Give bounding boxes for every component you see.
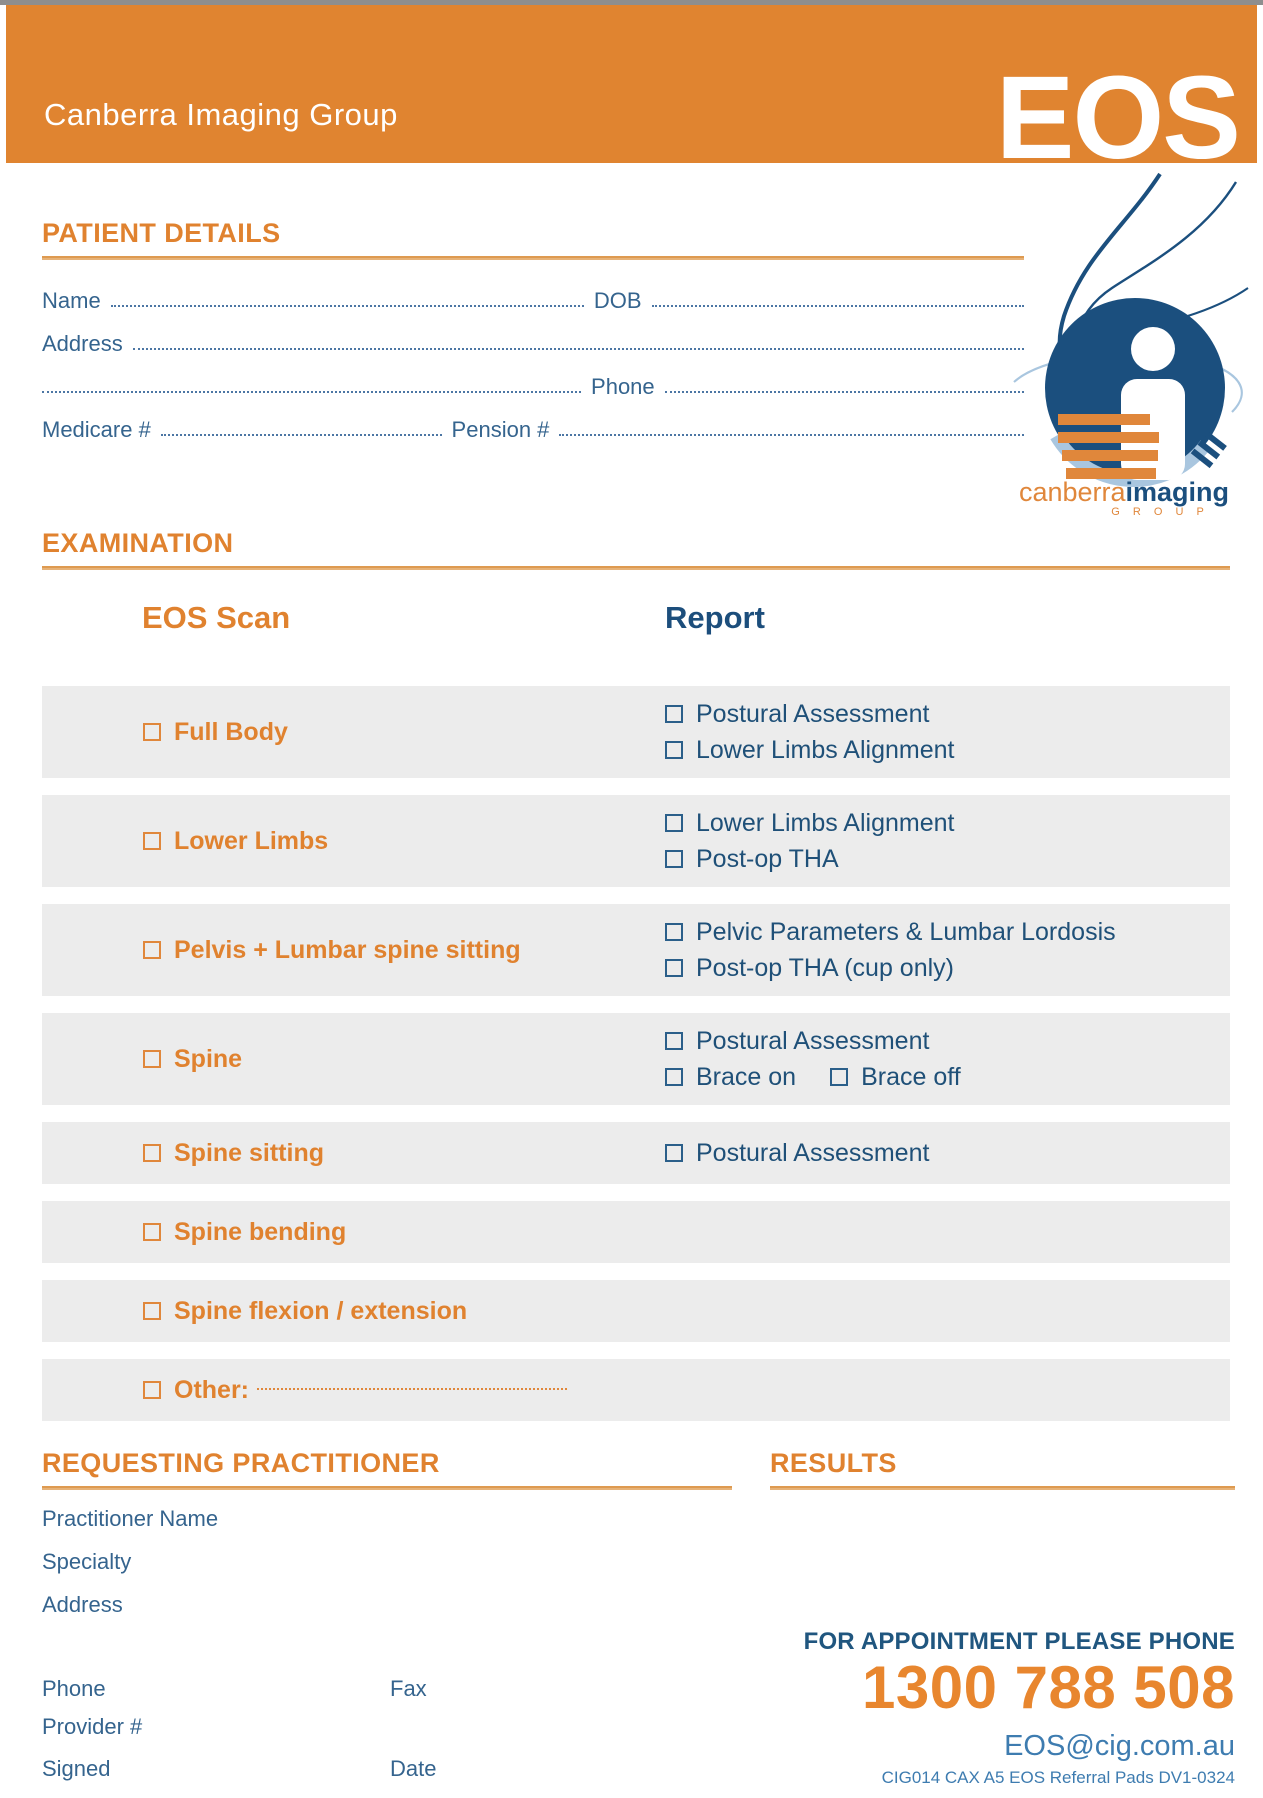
checkbox-other[interactable] [143,1381,161,1399]
logo-word-canberra: canberra [1018,477,1126,507]
patient-medicare-row [42,399,1024,442]
scan-label: Full Body [174,717,288,746]
patient-details-rule [42,256,1024,260]
patient-phone-row [42,356,1024,399]
practitioner-name-label: Practitioner Name [42,1506,219,1531]
examination-column-headers [42,600,1230,636]
signed-label: Signed [42,1756,111,1781]
scan-label: Spine [174,1044,243,1073]
requesting-practitioner-title: REQUESTING PRACTITIONER [42,1448,440,1478]
report-label: Postural Assessment [696,699,930,728]
header-banner [6,5,1257,184]
scan-label: Lower Limbs [174,826,329,855]
name-field[interactable] [111,305,584,307]
requesting-practitioner-rule [42,1486,732,1490]
requesting-practitioner-section [42,1448,732,1490]
logo-word-group: G R O U P [1111,506,1209,516]
canberra-imaging-logo [1000,168,1256,516]
exam-row-spine [42,1013,1230,1105]
address-field-line2[interactable] [42,391,581,393]
scan-label: Pelvis + Lumbar spine sitting [174,935,521,964]
appointment-phone-number: 1300 788 508 [861,1654,1235,1721]
checkbox-lower-limbs-alignment[interactable] [665,741,683,759]
results-section [770,1448,1235,1490]
specialty-label: Specialty [42,1549,132,1574]
dob-label: DOB [593,287,642,313]
results-title: RESULTS [770,1448,897,1478]
appointment-phone-label: FOR APPOINTMENT PLEASE PHONE [803,1628,1235,1655]
checkbox-spine-bending[interactable] [143,1223,161,1241]
scan-label: Spine flexion / extension [174,1296,468,1325]
checkbox-full-body[interactable] [143,723,161,741]
report-label: Post-op THA [696,844,839,873]
organization-name: Canberra Imaging Group [44,97,398,132]
scan-label: Spine sitting [174,1138,324,1167]
checkbox-lower-limbs-alignment[interactable] [665,814,683,832]
report-label: Lower Limbs Alignment [696,808,955,837]
report-label: Pelvic Parameters & Lumbar Lordosis [696,917,1116,946]
checkbox-post-op-tha-cup-only[interactable] [665,959,683,977]
checkbox-brace-off[interactable] [830,1068,848,1086]
exam-row-full-body [42,686,1230,778]
address-field[interactable] [133,348,1024,350]
scan-label: Other: [174,1375,249,1404]
phone-field[interactable] [665,391,1024,393]
checkbox-spine-flexion-extension[interactable] [143,1302,161,1320]
address-label: Address [42,330,123,356]
checkbox-pelvic-parameters[interactable] [665,923,683,941]
patient-details-section [42,218,1024,442]
checkbox-post-op-tha[interactable] [665,850,683,868]
appointment-email: EOS@cig.com.au [1004,1730,1235,1762]
checkbox-postural-assessment[interactable] [665,1032,683,1050]
exam-row-pelvis-lumbar-sitting [42,904,1230,996]
eos-wordmark: EOS [995,52,1239,184]
report-label: Postural Assessment [696,1026,930,1055]
report-column-header: Report [665,600,765,635]
scan-label: Spine bending [174,1217,347,1246]
exam-row-spine-bending [42,1201,1230,1263]
logo-graphic [1000,168,1256,516]
results-rule [770,1486,1235,1490]
report-label: Lower Limbs Alignment [696,735,955,764]
checkbox-postural-assessment[interactable] [665,705,683,723]
checkbox-spine[interactable] [143,1050,161,1068]
phone-label: Phone [591,373,655,399]
exam-row-spine-flexion-extension [42,1280,1230,1342]
checkbox-pelvis-lumbar-sitting[interactable] [143,941,161,959]
patient-address-row [42,313,1024,356]
pension-field[interactable] [559,434,1024,436]
other-field[interactable] [257,1388,567,1390]
checkbox-postural-assessment[interactable] [665,1144,683,1162]
medicare-field[interactable] [161,434,442,436]
checkbox-brace-on[interactable] [665,1068,683,1086]
report-label: Postural Assessment [696,1138,930,1167]
exam-row-spine-sitting [42,1122,1230,1184]
exam-row-lower-limbs [42,795,1230,887]
name-label: Name [42,287,101,313]
patient-details-title: PATIENT DETAILS [42,218,281,248]
report-label: Brace off [861,1062,961,1091]
examination-title: EXAMINATION [42,528,234,558]
bottom-section [42,1448,1235,1798]
examination-section [42,528,1230,1438]
checkbox-spine-sitting[interactable] [143,1144,161,1162]
fax-label: Fax [390,1676,427,1701]
form-code: CIG014 CAX A5 EOS Referral Pads DV1-0324 [881,1768,1235,1787]
svg-text:canberraimaging [1019,477,1229,507]
date-label: Date [390,1756,437,1781]
practitioner-phone-label: Phone [42,1676,106,1701]
medicare-label: Medicare # [42,416,151,442]
exam-row-other [42,1359,1230,1421]
dob-field[interactable] [652,305,1024,307]
pension-label: Pension # [451,416,550,442]
checkbox-lower-limbs[interactable] [143,832,161,850]
report-label: Brace on [696,1062,797,1091]
provider-number-label: Provider # [42,1714,143,1739]
practitioner-address-label: Address [42,1592,123,1617]
report-label: Post-op THA (cup only) [696,953,954,982]
eos-scan-column-header: EOS Scan [142,600,291,635]
patient-name-row [42,270,1024,313]
examination-rule [42,566,1230,570]
logo-word-imaging: imaging [1125,477,1230,507]
